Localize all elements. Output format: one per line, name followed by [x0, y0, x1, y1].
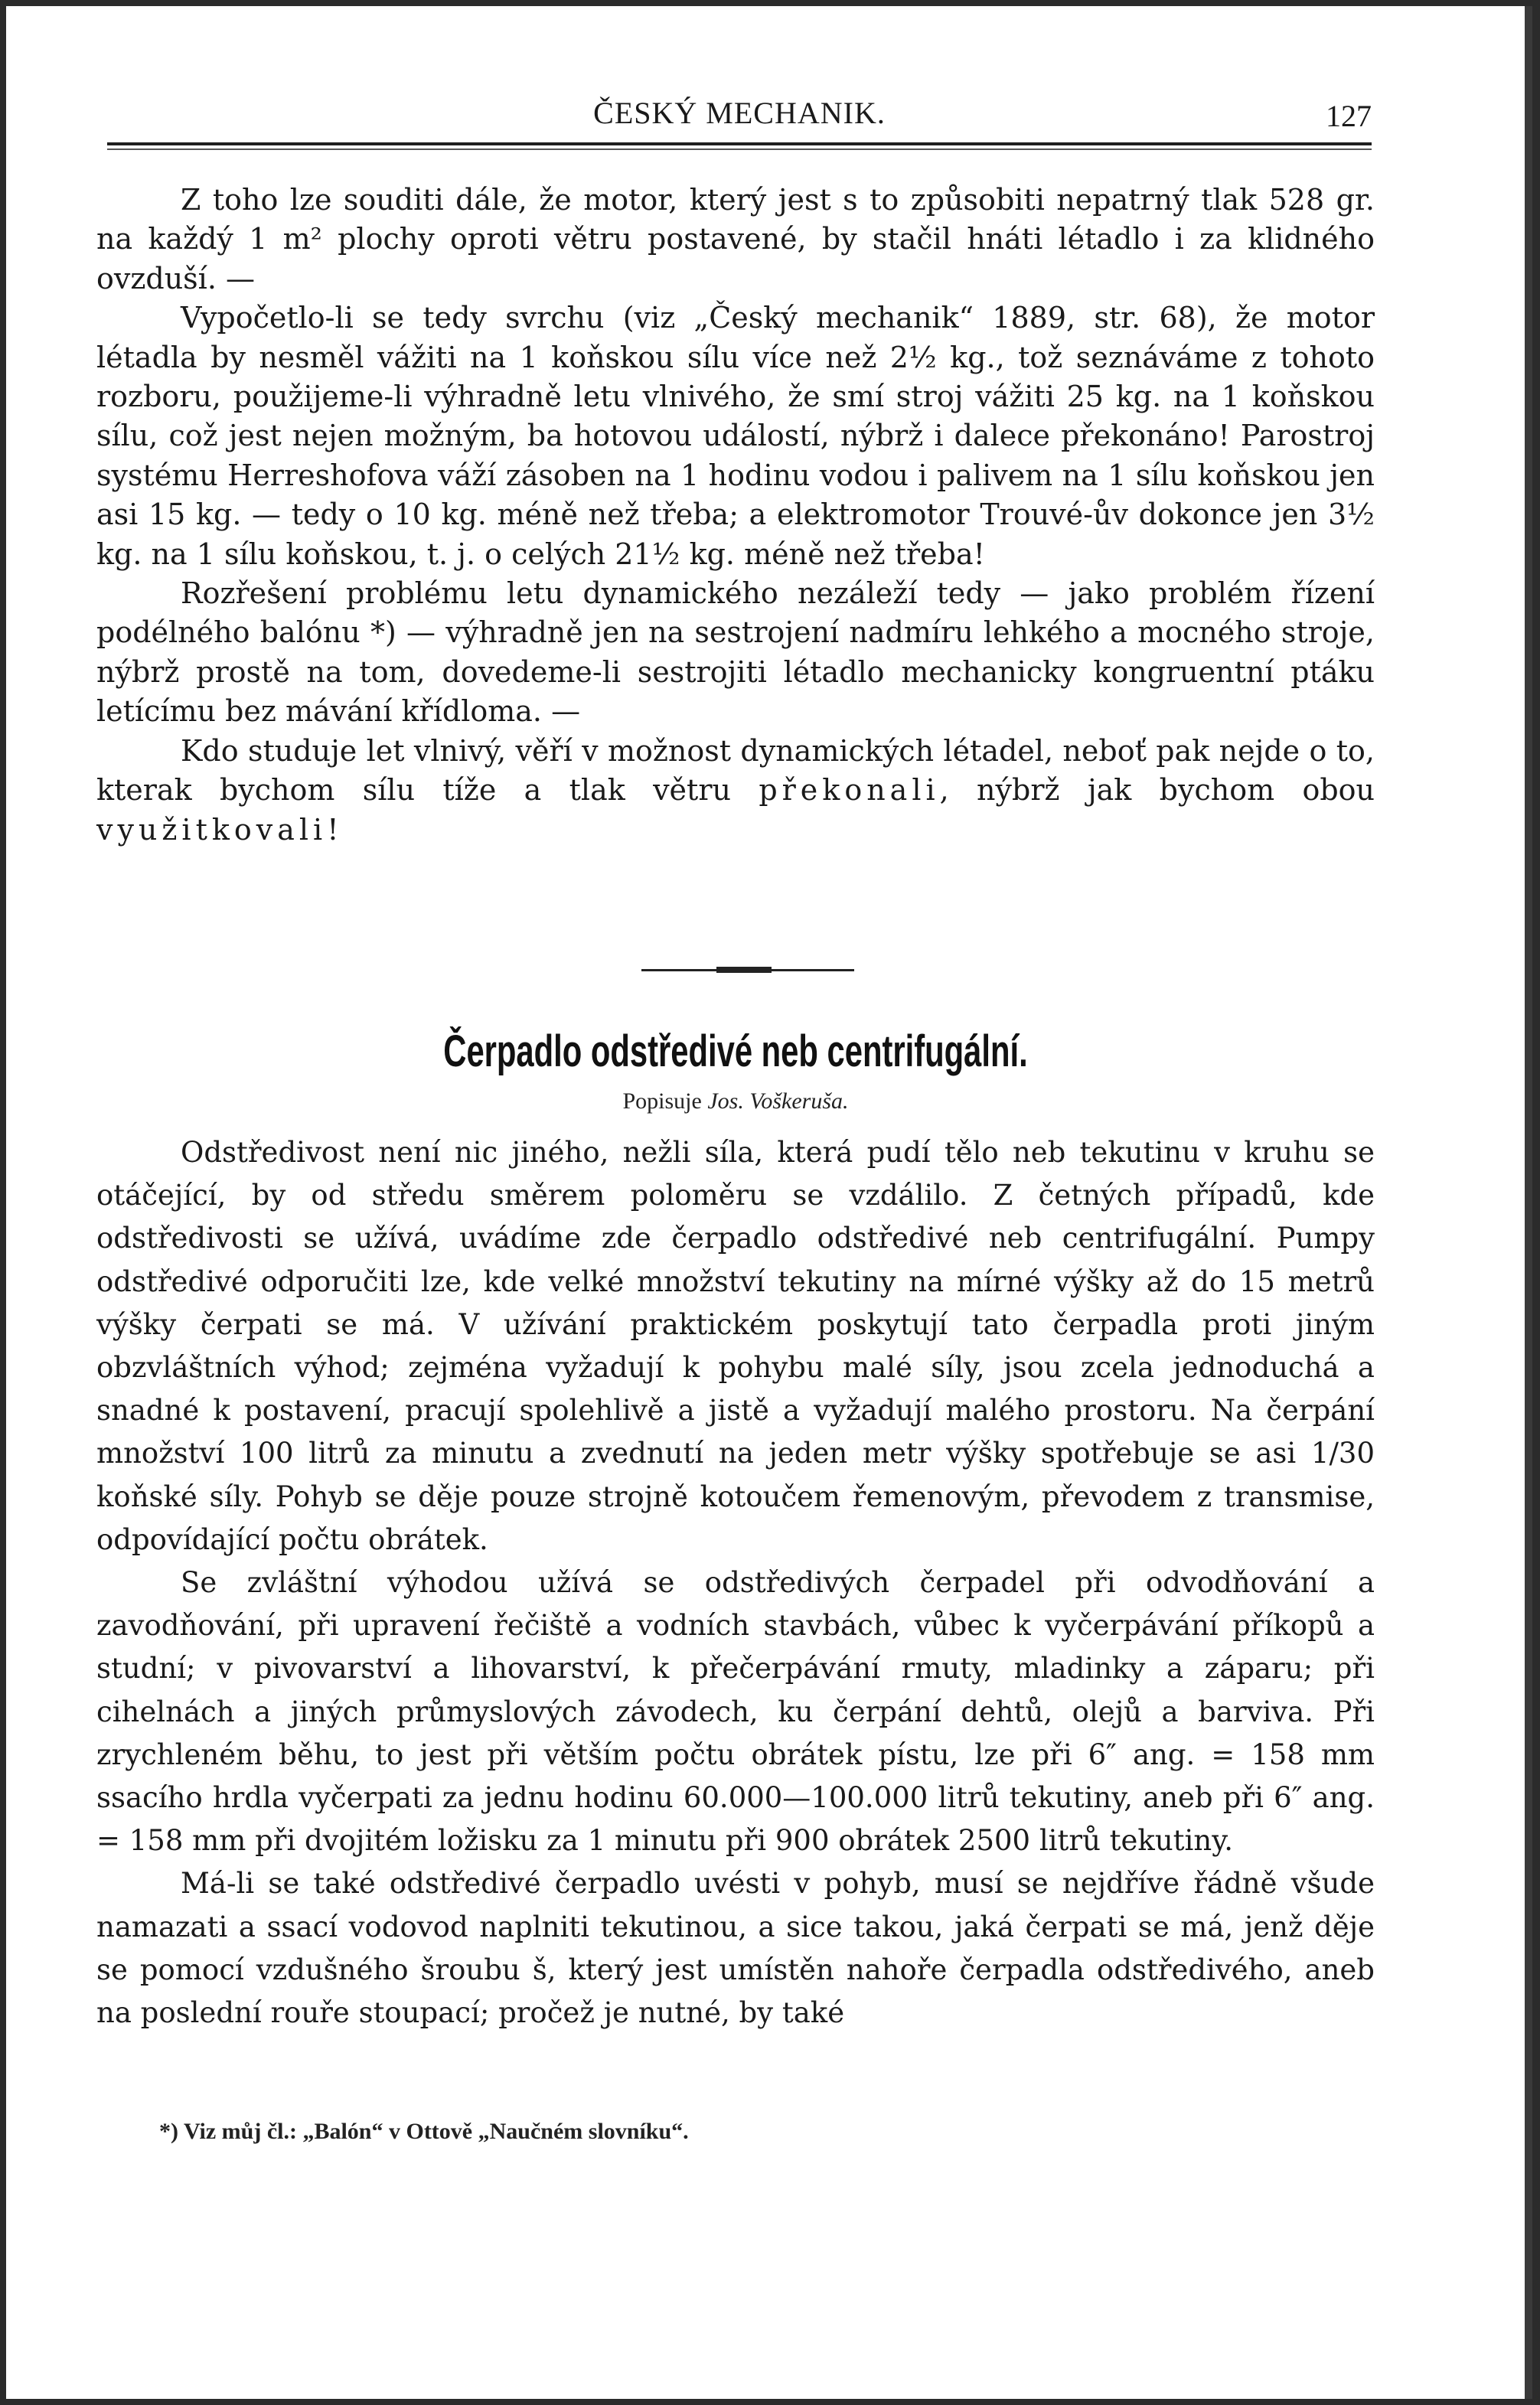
paragraph-last	[96, 732, 1375, 850]
byline-prefix: Popisuje	[622, 1088, 702, 1114]
text-run: Kdo studuje let vlnivý, věří v možnost dynamických létadel, neboť pak nejde o to, kterak bychom sílu tíže a tlak větru	[96, 733, 1375, 808]
paragraph: Má-li se také odstředivé čerpadlo uvésti v pohyb, musí se nejdříve řádně všude namazati a ssací vodovod naplniti tekutinou, a sice takou, jaká čerpati se má, jenž děje se pomocí vzdušného šroubu š, který jest umístěn nahoře čerpadla odstředivého, aneb na poslední rouře stoupací; pročež je nutné, by také	[96, 1867, 1375, 2030]
paragraph: Z toho lze souditi dále, že motor, který jest s to způsobiti nepatrný tlak 528 gr. na každý 1 m² plochy oproti větru postavené, by stačil hnáti létadlo i za klidného ovzduší. —	[96, 183, 1375, 295]
emphasis-text: využitkovali	[96, 812, 328, 847]
paragraph: Odstředivost není nic jiného, nežli síla, která pudí tělo neb tekutinu v kruhu se otáčející, by od středu směrem poloměru se vzdálilo. Z četných případů, kde odstředivosti se užívá, uvádíme zde čerpadlo odstředivé neb centrifugální. Pumpy odstředivé odporučiti lze, kde velké množství tekutiny na mírné výšky až do 15 metrů výšky čerpati se má. V užívání praktickém poskytují tato čerpadla proti jiným obzvláštních výhod; zejména vyžadují k pohybu malé síly, jsou zcela jednoduchá a snadné k postavení, pracují spolehlivě a jistě a vyžadují malého prostoru. Na čerpání množství 100 litrů za minutu a zvednutí na jeden metr výšky spotřebuje se asi 1/30 koňské síly. Pohyb se děje pouze strojně kotoučem řemenovým, převodem z transmise, odpovídající počtu obrátek.	[96, 1136, 1375, 1556]
paragraph: Vypočetlo-li se tedy svrchu (viz „Český mechanik“ 1889, str. 68), že motor létadla by nesměl vážiti na 1 koňskou sílu více než 2½ kg., tož seznáváme z tohoto rozboru, použijeme-li výhradně letu vlnivého, že smí stroj vážiti 25 kg. na 1 koňskou sílu, což jest nejen možným, ba hotovou událostí, nýbrž i dalece překonáno! Parostroj systému Herreshofova váží zásoben na 1 hodinu vodou i palivem na 1 sílu koňskou jen asi 15 kg. — tedy o 10 kg. méně než třeba; a elektromotor Trouvé-ův dokonce jen 3½ kg. na 1 sílu koňskou, t. j. o celých 21½ kg. méně než třeba!	[96, 301, 1375, 571]
footnote: *) Viz můj čl.: „Balón“ v Ottově „Naučném slovníku“.	[159, 2119, 689, 2144]
paragraph: Se zvláštní výhodou užívá se odstředivých čerpadel při odvodňování a zavodňování, při upravení řečiště a vodních stavbách, vůbec k vyčerpávání příkopů a studní; v pivovarství a lihovarství, k přečerpávání rmuty, mladinky a záparu; při cihelnách a jiných průmyslových závodech, ku čerpání dehtů, olejů a barviva. Při zrychleném běhu, to jest při větším počtu obrátek pístu, lze při 6″ ang. = 158 mm ssacího hrdla vyčerpati za jednu hodinu 60.000—100.000 litrů tekutiny, aneb při 6″ ang. = 158 mm při dvojitém ložisku za 1 minutu při 900 obrátek 2500 litrů tekutiny.	[96, 1566, 1375, 1858]
byline	[96, 1088, 1375, 1114]
emphasis-text: překonali	[759, 773, 940, 808]
previous-article-text	[96, 181, 1375, 850]
paragraph: Rozřešení problému letu dynamického nezáleží tedy — jako problém řízení podélného balónu *) — výhradně jen na sestrojení nadmíru lehkého a mocného stroje, nýbrž prostě na tom, dovedeme-li sestrojiti létadlo mechanicky kongruentní ptáku letícímu bez mávání křídloma. —	[96, 576, 1375, 729]
article-body	[96, 1131, 1375, 2035]
text-run: , nýbrž jak bychom obou	[939, 773, 1375, 808]
header-rule	[107, 142, 1372, 145]
section-divider-center	[716, 967, 772, 973]
byline-author: Jos. Voškeruša.	[707, 1088, 849, 1114]
page-edge	[1525, 6, 1532, 2399]
page-number: 127	[1326, 99, 1372, 133]
article-title: Čerpadlo odstředivé neb centrifugální.	[443, 1026, 1028, 1076]
header-rule-thin	[107, 148, 1372, 150]
text-run: !	[327, 812, 339, 847]
running-title: ČESKÝ MECHANIK.	[593, 96, 886, 130]
